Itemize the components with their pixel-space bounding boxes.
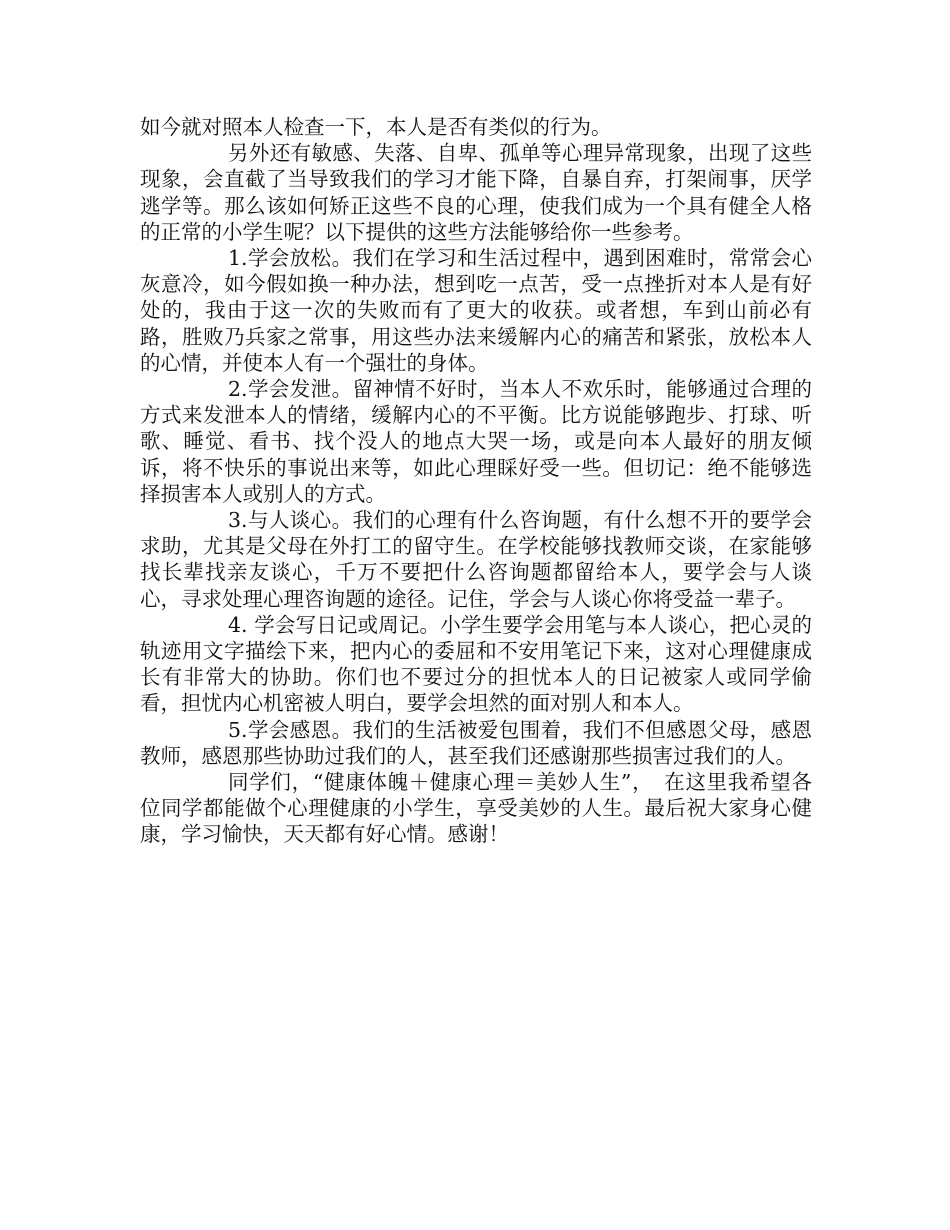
paragraph-method-vent: 2.学会发泄。留神情不好时，当本人不欢乐时，能够通过合理的方式来发泄本人的情绪，缓解内心的不平衡。比方说能够跑步、打球、听歌、睡觉、看书、找个没人的地点大哭一场，或是向本人最好的朋友倾诉，将不快乐的事说出来等，如此心理睬好受一些。但切记：绝不能够选择损害本人或别人的方式。 — [140, 377, 812, 506]
paragraph-method-talk: 3.与人谈心。我们的心理有什么咨询题，有什么想不开的要学会求助，尤其是父母在外打工的留守生。在学校能够找教师交谈，在家能够找长辈找亲友谈心，千万不要把什么咨询题都留给本人，要学会与人谈心，寻求处理心理咨询题的途径。记住，学会与人谈心你将受益一辈子。 — [140, 508, 812, 611]
paragraph-method-gratitude: 5.学会感恩。我们的生活被爱包围着，我们不但感恩父母，感恩教师，感恩那些协助过我们的人，甚至我们还感谢那些损害过我们的人。 — [140, 717, 812, 768]
paragraph-closing: 同学们，“健康体魄＋健康心理＝美妙人生”， 在这里我希望各位同学都能做个心理健康的小学生，享受美妙的人生。最后祝大家身心健康，学习愉快，天天都有好心情。感谢！ — [140, 770, 812, 847]
paragraph-method-relax: 1.学会放松。我们在学习和生活过程中，遇到困难时，常常会心灰意冷，如今假如换一种办法，想到吃一点苦，受一点挫折对本人是有好处的，我由于这一次的失败而有了更大的收获。或者想，车到山前必有路，胜败乃兵家之常事，用这些办法来缓解内心的痛苦和紧张，放松本人的心情，并使本人有一个强壮的身体。 — [140, 246, 812, 375]
paragraph-abnormal-phenomena: 另外还有敏感、失落、自卑、孤单等心理异常现象，出现了这些现象，会直截了当导致我们的学习才能下降，自暴自弃，打架闹事，厌学逃学等。那么该如何矫正这些不良的心理，使我们成为一个具有健全人格的正常的小学生呢？以下提供的这些方法能够给你一些参考。 — [140, 141, 812, 244]
paragraph-intro-line: 如今就对照本人检查一下，本人是否有类似的行为。 — [140, 115, 612, 139]
paragraph-method-diary: 4. 学会写日记或周记。小学生要学会用笔与本人谈心，把心灵的轨迹用文字描绘下来，把内心的委屈和不安用笔记下来，这对心理健康成长有非常大的协助。你们也不要过分的担忧本人的日记被家人或同学偷看，担忧内心机密被人明白，要学会坦然的面对别人和本人。 — [140, 612, 812, 716]
document-body — [140, 114, 812, 848]
